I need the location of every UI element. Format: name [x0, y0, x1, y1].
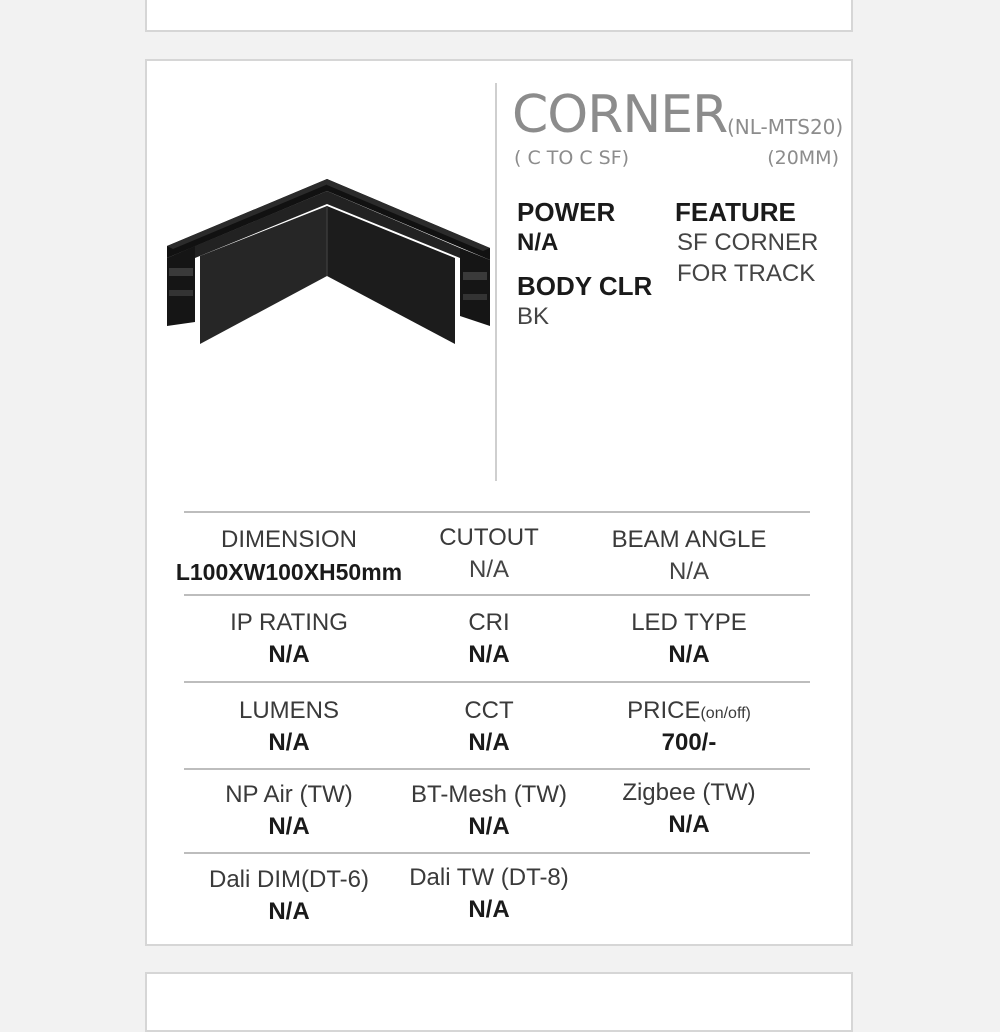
spec-cct	[389, 699, 589, 755]
vertical-divider	[495, 83, 497, 481]
grid-divider	[184, 852, 810, 854]
corner-connector-image	[165, 176, 490, 346]
spec-dimension	[175, 526, 403, 585]
spec-label: LED TYPE	[631, 609, 747, 636]
previous-product-card	[145, 0, 853, 32]
spec-value: N/A	[268, 729, 310, 756]
grid-divider	[184, 681, 810, 683]
spec-value: 700/-	[661, 729, 717, 756]
spec-dali-dim	[189, 868, 389, 924]
spec-value: N/A	[468, 813, 510, 840]
power-value: N/A	[517, 229, 559, 256]
spec-label: BT-Mesh (TW)	[411, 781, 567, 808]
spec-value: L100XW100XH50mm	[175, 559, 403, 585]
grid-divider	[184, 594, 810, 596]
spec-label: LUMENS	[238, 697, 340, 724]
spec-beam-angle	[589, 528, 789, 584]
spec-value: N/A	[468, 729, 510, 756]
spec-value: N/A	[668, 641, 710, 668]
spec-label: CCT	[464, 697, 514, 724]
spec-label	[589, 699, 789, 723]
grid-divider	[184, 768, 810, 770]
feature-line-2: FOR TRACK	[677, 260, 816, 287]
spec-cutout	[389, 526, 589, 582]
product-title: CORNER	[512, 85, 728, 145]
spec-zigbee	[589, 781, 789, 837]
spec-label: Dali TW (DT-8)	[409, 864, 569, 891]
spec-price	[589, 699, 789, 755]
spec-dali-tw	[389, 866, 589, 922]
spec-np-air	[189, 783, 389, 839]
product-code: (NL-MTS20)	[727, 115, 844, 139]
spec-value: N/A	[668, 558, 709, 585]
price-label: PRICE	[627, 697, 701, 724]
body-color-label: BODY CLR	[517, 271, 653, 301]
spec-value: N/A	[268, 813, 310, 840]
spec-value: N/A	[468, 556, 509, 583]
feature-line-1: SF CORNER	[677, 229, 819, 256]
spec-value: N/A	[468, 896, 510, 923]
spec-cri	[389, 611, 589, 667]
next-product-card	[145, 972, 853, 1032]
power-label: POWER	[517, 197, 616, 227]
spec-label: Dali DIM(DT-6)	[209, 866, 369, 893]
spec-label: CUTOUT	[439, 524, 539, 551]
feature-label: FEATURE	[675, 197, 796, 227]
grid-divider	[184, 511, 810, 513]
spec-label: IP RATING	[230, 609, 348, 636]
spec-value: N/A	[468, 641, 510, 668]
spec-value: N/A	[668, 811, 710, 838]
product-size: (20MM)	[767, 147, 839, 169]
spec-label: Zigbee (TW)	[622, 779, 756, 806]
spec-ip-rating	[189, 611, 389, 667]
spec-value: N/A	[268, 898, 310, 925]
spec-led-type	[589, 611, 789, 667]
spec-label: BEAM ANGLE	[611, 526, 767, 553]
product-card	[145, 59, 853, 946]
spec-lumens	[189, 699, 389, 755]
product-subtitle: ( C TO C SF)	[514, 147, 630, 169]
spec-bt-mesh	[389, 783, 589, 839]
price-label-suffix: (on/off)	[700, 705, 751, 722]
body-color-value: BK	[517, 303, 550, 330]
spec-value: N/A	[268, 641, 310, 668]
spec-label: CRI	[468, 609, 510, 636]
spec-label: DIMENSION	[220, 526, 357, 553]
spec-label: NP Air (TW)	[225, 781, 353, 808]
